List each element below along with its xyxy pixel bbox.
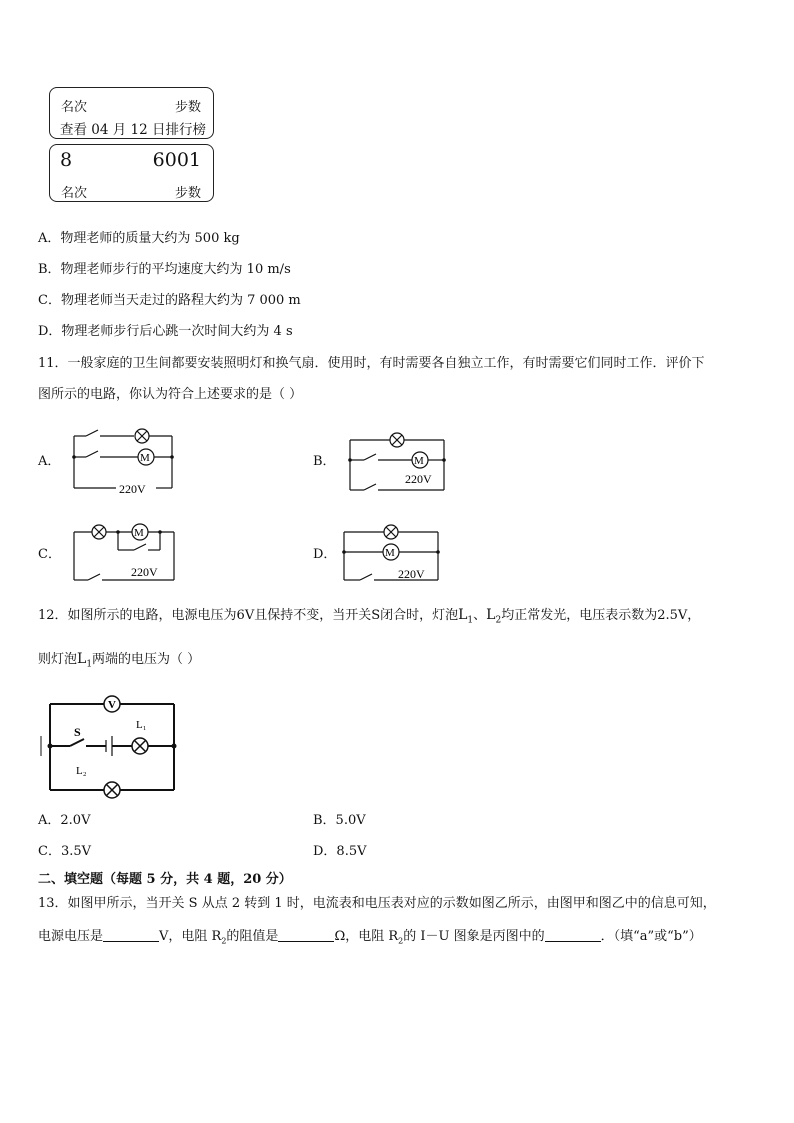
q12-option-b: B．5.0V — [313, 813, 366, 828]
answer-blank[interactable] — [545, 929, 601, 942]
resistor-subscript: 2 — [221, 936, 227, 946]
q12-text-part: 则灯泡 — [38, 652, 78, 667]
lamp2-label: L₂ — [76, 765, 87, 777]
rank-label: 名次 — [61, 186, 88, 201]
voltmeter-label: V — [108, 699, 116, 711]
q12-option-a: A．2.0V — [38, 813, 91, 828]
q13-text-part: 电源电压是 — [38, 929, 104, 944]
q13-text-part: ．（填“a”或“b”） — [600, 929, 702, 944]
circuit-a-diagram — [68, 424, 178, 496]
q10-option-a: A．物理老师的质量大约为 500 kg — [38, 231, 240, 246]
q13-text-part: V，电阻 R — [159, 929, 222, 944]
voltage-label: 220V — [398, 567, 425, 581]
q13-text-line2 — [38, 929, 702, 946]
resistor-subscript: 2 — [398, 936, 404, 946]
q11-text-line1: 11．一般家庭的卫生间都要安装照明灯和换气扇．使用时，有时需要各自独立工作，有时需要它们同时工作．评价下 — [38, 356, 705, 371]
q11-text-line2: 图所示的电路，你认为符合上述要求的是（ ） — [38, 387, 303, 402]
lamp-symbol: L — [77, 651, 87, 667]
circuit-d-diagram — [338, 522, 442, 586]
q11-option-d-label: D． — [313, 547, 337, 562]
q13-text-part: Ω，电阻 R — [334, 929, 399, 944]
rank-value: 8 — [60, 149, 73, 171]
steps-value: 6001 — [152, 149, 201, 171]
answer-blank[interactable] — [278, 929, 334, 942]
rank-box-bottom — [49, 144, 214, 202]
motor-label: M — [414, 455, 424, 467]
lamp1-label: L₁ — [136, 719, 147, 731]
q13-text-line1: 13．如图甲所示，当开关 S 从点 2 转到 1 时，电流表和电压表对应的示数如图乙所示，由图甲和图乙中的信息可知， — [38, 896, 716, 911]
steps-label: 步数 — [174, 186, 201, 201]
q11-option-a-label: A． — [38, 454, 61, 469]
q12-text-part: 两端的电压为（ ） — [92, 652, 201, 667]
lamp-subscript: 1 — [467, 615, 474, 626]
answer-blank[interactable] — [103, 929, 159, 942]
q12-text-part: 均正常发光，电压表示数为2.5V， — [501, 608, 701, 623]
q12-option-c: C．3.5V — [38, 844, 92, 859]
q12-text-line2 — [38, 652, 200, 670]
leaderboard-link[interactable]: 查看 04 月 12 日排行榜 — [60, 122, 207, 138]
q10-option-c: C．物理老师当天走过的路程大约为 7 000 m — [38, 293, 301, 308]
q12-circuit-diagram — [38, 690, 183, 802]
lamp-symbol: L — [486, 607, 496, 623]
steps-label: 步数 — [174, 100, 201, 115]
q10-option-d: D．物理老师步行后心跳一次时间大约为 4 s — [38, 324, 293, 339]
lamp-subscript: 1 — [86, 659, 93, 670]
q11-option-c-label: C． — [38, 547, 61, 562]
voltage-label: 220V — [131, 565, 158, 579]
voltage-label: 220V — [405, 472, 432, 486]
separator: 、 — [473, 608, 487, 623]
voltage-label: 220V — [119, 482, 146, 496]
q13-text-part: 的 I－U 图象是丙图中的 — [403, 929, 545, 944]
q10-option-b: B．物理老师步行的平均速度大约为 10 m/s — [38, 262, 291, 277]
q13-text-part: 的阻值是 — [226, 929, 279, 944]
rank-label: 名次 — [61, 100, 88, 115]
q11-option-b-label: B． — [313, 454, 336, 469]
q12-text-line1 — [38, 608, 700, 626]
motor-label: M — [134, 527, 144, 539]
lamp-subscript: 2 — [495, 615, 502, 626]
circuit-c-diagram — [68, 516, 180, 586]
q12-option-d: D．8.5V — [313, 844, 367, 859]
rank-box-top — [49, 87, 214, 139]
q12-text-part: 12．如图所示的电路，电源电压为6V且保持不变，当开关S闭合时，灯泡 — [38, 608, 459, 623]
lamp-symbol: L — [458, 607, 468, 623]
section-heading: 二、填空题（每题 5 分，共 4 题，20 分） — [38, 872, 292, 887]
switch-label: S — [74, 725, 81, 739]
motor-label: M — [140, 452, 150, 464]
circuit-b-diagram — [344, 430, 448, 494]
motor-label: M — [385, 547, 395, 559]
